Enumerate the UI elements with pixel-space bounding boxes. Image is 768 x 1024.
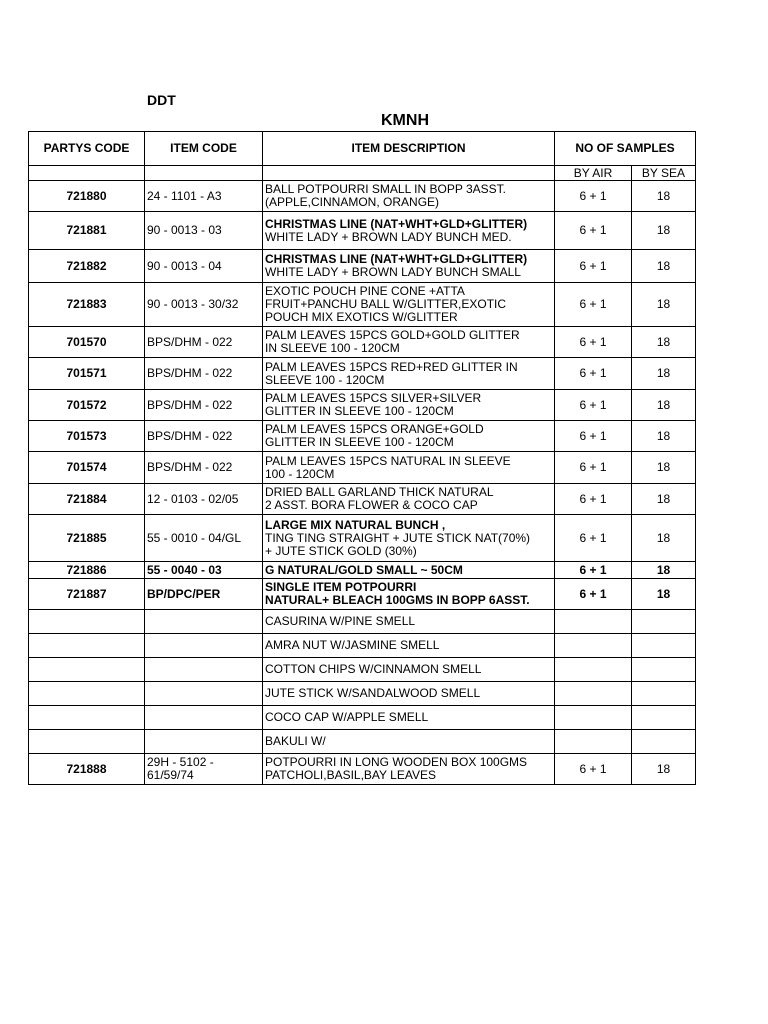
by-sea-cell: 18	[632, 250, 696, 283]
table-row	[29, 390, 696, 421]
item-description-cell	[263, 562, 555, 579]
description-line: PATCHOLI,BASIL,BAY LEAVES	[265, 768, 436, 782]
by-air-cell: 6 + 1	[555, 562, 632, 579]
item-code-cell: 90 - 0013 - 03	[145, 212, 263, 250]
description-line: 100 - 120CM	[265, 466, 335, 481]
header-item-code: ITEM CODE	[145, 132, 263, 166]
party-code-cell: 721884	[29, 484, 145, 515]
by-air-cell	[555, 682, 632, 706]
party-code-cell	[29, 610, 145, 634]
description-line: 2 ASST. BORA FLOWER & COCO CAP	[265, 498, 478, 512]
header-by-air: BY AIR	[555, 166, 632, 181]
by-sea-cell	[632, 610, 696, 634]
by-air-cell: 6 + 1	[555, 181, 632, 212]
description-line: EXOTIC POUCH PINE CONE +ATTA	[265, 284, 465, 298]
table-row	[29, 610, 696, 634]
item-code-cell: 55 - 0010 - 04/GL	[145, 515, 263, 562]
by-air-cell	[555, 706, 632, 730]
description-line: WHITE LADY + BROWN LADY BUNCH MED.	[265, 229, 512, 244]
party-code-cell	[29, 706, 145, 730]
item-description-cell	[263, 579, 555, 610]
item-description-cell	[263, 706, 555, 730]
samples-table	[28, 131, 696, 785]
item-description-cell	[263, 283, 555, 327]
description-line: PALM LEAVES 15PCS ORANGE+GOLD	[265, 422, 484, 436]
by-air-cell: 6 + 1	[555, 390, 632, 421]
item-code-cell: BP/DPC/PER	[145, 579, 263, 610]
item-description-cell	[263, 730, 555, 754]
header-by-sea: BY SEA	[632, 166, 696, 181]
item-description-cell	[263, 390, 555, 421]
by-sea-cell: 18	[632, 754, 696, 785]
description-line: SINGLE ITEM POTPOURRI	[265, 580, 417, 594]
header-item-description: ITEM DESCRIPTION	[263, 132, 555, 166]
item-code-cell: BPS/DHM - 022	[145, 390, 263, 421]
description-line: IN SLEEVE 100 - 120CM	[265, 341, 400, 355]
by-sea-cell: 18	[632, 579, 696, 610]
party-code-cell: 721888	[29, 754, 145, 785]
table-row	[29, 452, 696, 484]
by-air-cell: 6 + 1	[555, 250, 632, 283]
by-sea-cell: 18	[632, 484, 696, 515]
item-description-cell	[263, 658, 555, 682]
by-air-cell	[555, 610, 632, 634]
item-code-cell: BPS/DHM - 022	[145, 421, 263, 452]
subheader-blank	[29, 166, 145, 181]
party-code-cell	[29, 730, 145, 754]
description-line: PALM LEAVES 15PCS GOLD+GOLD GLITTER	[265, 328, 520, 342]
party-code-cell: 721883	[29, 283, 145, 327]
table-row	[29, 358, 696, 390]
by-sea-cell: 18	[632, 562, 696, 579]
by-air-cell: 6 + 1	[555, 579, 632, 610]
description-line: JUTE STICK W/SANDALWOOD SMELL	[265, 686, 481, 700]
by-sea-cell	[632, 682, 696, 706]
table-subheader-row	[29, 166, 696, 181]
item-description-cell	[263, 250, 555, 283]
table-row	[29, 484, 696, 515]
subheader-blank	[263, 166, 555, 181]
item-code-cell: BPS/DHM - 022	[145, 327, 263, 358]
description-line: NATURAL+ BLEACH 100GMS IN BOPP 6ASST.	[265, 593, 530, 607]
table-row	[29, 562, 696, 579]
description-line: PALM LEAVES 15PCS SILVER+SILVER	[265, 391, 482, 405]
by-air-cell: 6 + 1	[555, 212, 632, 250]
by-air-cell: 6 + 1	[555, 327, 632, 358]
description-line: SLEEVE 100 - 120CM	[265, 372, 385, 387]
description-line: COCO CAP W/APPLE SMELL	[265, 710, 429, 724]
description-line: CHRISTMAS LINE (NAT+WHT+GLD+GLITTER)	[265, 252, 528, 266]
table-row	[29, 421, 696, 452]
by-sea-cell: 18	[632, 515, 696, 562]
party-code-cell	[29, 682, 145, 706]
by-sea-cell: 18	[632, 390, 696, 421]
description-line: AMRA NUT W/JASMINE SMELL	[265, 638, 440, 652]
by-sea-cell	[632, 634, 696, 658]
item-description-cell	[263, 754, 555, 785]
description-line: PALM LEAVES 15PCS RED+RED GLITTER IN	[265, 359, 518, 374]
table-row	[29, 250, 696, 283]
header-party-code: PARTYS CODE	[29, 132, 145, 166]
party-code-cell: 701571	[29, 358, 145, 390]
table-row	[29, 579, 696, 610]
item-code-cell: 90 - 0013 - 04	[145, 250, 263, 283]
table-row	[29, 283, 696, 327]
by-sea-cell	[632, 706, 696, 730]
item-description-cell	[263, 484, 555, 515]
description-line: POUCH MIX EXOTICS W/GLITTER	[265, 310, 458, 324]
party-code-cell	[29, 634, 145, 658]
item-code-cell: 12 - 0103 - 02/05	[145, 484, 263, 515]
by-sea-cell: 18	[632, 421, 696, 452]
table-row	[29, 730, 696, 754]
table-row	[29, 327, 696, 358]
party-code-cell: 701573	[29, 421, 145, 452]
document-label: DDT	[147, 92, 176, 108]
item-code-cell: 24 - 1101 - A3	[145, 181, 263, 212]
by-air-cell: 6 + 1	[555, 452, 632, 484]
description-line: TING TING STRAIGHT + JUTE STICK NAT(70%)	[265, 530, 531, 545]
table-header-row	[29, 132, 696, 166]
party-code-cell: 721881	[29, 212, 145, 250]
by-sea-cell: 18	[632, 283, 696, 327]
header-no-of-samples: NO OF SAMPLES	[555, 132, 696, 166]
description-line: COTTON CHIPS W/CINNAMON SMELL	[265, 662, 482, 676]
item-code-cell	[145, 634, 263, 658]
item-code-cell	[145, 682, 263, 706]
description-line: PALM LEAVES 15PCS NATURAL IN SLEEVE	[265, 453, 511, 468]
description-line: GLITTER IN SLEEVE 100 - 120CM	[265, 435, 454, 449]
item-description-cell	[263, 682, 555, 706]
party-code-cell: 721885	[29, 515, 145, 562]
description-line: CASURINA W/PINE SMELL	[265, 614, 416, 628]
description-line: BAKULI W/	[265, 734, 326, 748]
description-line: POTPOURRI IN LONG WOODEN BOX 100GMS	[265, 755, 528, 769]
description-line: GLITTER IN SLEEVE 100 - 120CM	[265, 404, 454, 418]
item-description-cell	[263, 634, 555, 658]
item-description-cell	[263, 181, 555, 212]
by-sea-cell	[632, 730, 696, 754]
by-air-cell	[555, 658, 632, 682]
party-code-cell	[29, 658, 145, 682]
table-row	[29, 634, 696, 658]
by-air-cell: 6 + 1	[555, 515, 632, 562]
item-code-cell: 55 - 0040 - 03	[145, 562, 263, 579]
item-description-cell	[263, 515, 555, 562]
item-description-cell	[263, 327, 555, 358]
party-code-cell: 721886	[29, 562, 145, 579]
item-description-cell	[263, 421, 555, 452]
item-code-cell: 90 - 0013 - 30/32	[145, 283, 263, 327]
table-row	[29, 212, 696, 250]
by-air-cell: 6 + 1	[555, 484, 632, 515]
table-row	[29, 682, 696, 706]
by-air-cell: 6 + 1	[555, 283, 632, 327]
item-description-cell	[263, 452, 555, 484]
party-code-cell: 721887	[29, 579, 145, 610]
by-air-cell	[555, 634, 632, 658]
table-row	[29, 181, 696, 212]
party-code-cell: 701574	[29, 452, 145, 484]
by-sea-cell: 18	[632, 181, 696, 212]
by-sea-cell: 18	[632, 327, 696, 358]
table-row	[29, 706, 696, 730]
subheader-blank	[145, 166, 263, 181]
table-row	[29, 515, 696, 562]
by-air-cell: 6 + 1	[555, 754, 632, 785]
item-code-cell	[145, 610, 263, 634]
table-row	[29, 754, 696, 785]
item-code-cell: 29H - 5102 - 61/59/74	[145, 754, 263, 785]
description-line: G NATURAL/GOLD SMALL ~ 50CM	[265, 562, 463, 577]
item-code-cell	[145, 658, 263, 682]
by-sea-cell: 18	[632, 452, 696, 484]
item-code-cell: BPS/DHM - 022	[145, 358, 263, 390]
document-title: KMNH	[381, 112, 429, 129]
party-code-cell: 721882	[29, 250, 145, 283]
description-line: (APPLE,CINNAMON, ORANGE)	[265, 195, 440, 209]
by-sea-cell: 18	[632, 212, 696, 250]
description-line: BALL POTPOURRI SMALL IN BOPP 3ASST.	[265, 182, 506, 196]
item-code-cell	[145, 706, 263, 730]
description-line: DRIED BALL GARLAND THICK NATURAL	[265, 485, 494, 499]
by-sea-cell	[632, 658, 696, 682]
description-line: CHRISTMAS LINE (NAT+WHT+GLD+GLITTER)	[265, 216, 528, 231]
description-line: FRUIT+PANCHU BALL W/GLITTER,EXOTIC	[265, 297, 507, 311]
party-code-cell: 701570	[29, 327, 145, 358]
description-line: WHITE LADY + BROWN LADY BUNCH SMALL	[265, 265, 521, 279]
description-line: + JUTE STICK GOLD (30%)	[265, 543, 417, 558]
by-sea-cell: 18	[632, 358, 696, 390]
by-air-cell: 6 + 1	[555, 421, 632, 452]
description-line: LARGE MIX NATURAL BUNCH ,	[265, 517, 446, 532]
table-row	[29, 658, 696, 682]
item-code-cell: BPS/DHM - 022	[145, 452, 263, 484]
party-code-cell: 721880	[29, 181, 145, 212]
item-code-cell	[145, 730, 263, 754]
item-description-cell	[263, 212, 555, 250]
by-air-cell	[555, 730, 632, 754]
party-code-cell: 701572	[29, 390, 145, 421]
item-description-cell	[263, 358, 555, 390]
item-description-cell	[263, 610, 555, 634]
by-air-cell: 6 + 1	[555, 358, 632, 390]
